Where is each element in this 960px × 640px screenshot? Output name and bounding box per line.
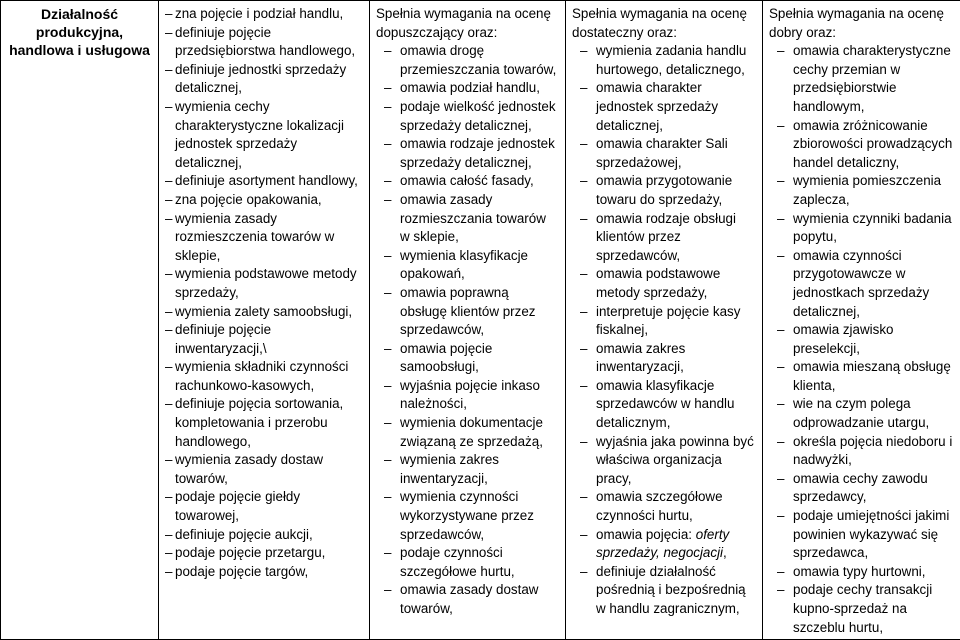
list-item: – określa pojęcia niedoboru i nadwyżki, <box>769 433 954 470</box>
list-item: – podaje cechy transakcji kupno-sprzedaż na szczeblu hurtu, <box>769 581 954 637</box>
list-item: – omawia podstawowe metody sprzedaży, <box>572 265 756 302</box>
list-item: – omawia całość fasady, <box>376 172 559 191</box>
list-item: – wymienia składniki czynności rachunkowo-kasowych, <box>165 358 363 395</box>
list-item: – definiuje pojęcia sortowania, kompletowania i przerobu handlowego, <box>165 395 363 451</box>
list-item: – podaje pojęcie targów, <box>165 563 363 582</box>
category-label: Działalność produkcyjna, handlowa i usługowa <box>9 6 150 58</box>
list-item: – podaje umiejętności jakimi powinien wykazywać się sprzedawca, <box>769 507 954 563</box>
requirements-list <box>376 42 559 618</box>
list-item: – wymienia zadania handlu hurtowego, detalicznego, <box>572 42 756 79</box>
italic-terms: oferty sprzedaży, negocjacji <box>596 527 729 561</box>
list-item: – omawia szczegółowe czynności hurtu, <box>572 488 756 525</box>
column-heading: Spełnia wymagania na ocenę dopuszczający oraz: <box>376 5 559 42</box>
list-item: – definiuje asortyment handlowy, <box>165 172 363 191</box>
list-item: – definiuje pojęcie inwentaryzacji,\ <box>165 321 363 358</box>
col-satisfactory-requirements <box>566 1 763 640</box>
list-item: – omawia zasady dostaw towarów, <box>376 581 559 618</box>
list-item: – omawia rodzaje obsługi klientów przez sprzedawców, <box>572 210 756 266</box>
list-item: – wymienia cechy charakterystyczne lokalizacji jednostek sprzedaży detalicznej, <box>165 98 363 172</box>
requirements-list <box>165 5 363 581</box>
list-item: – definiuje pojęcie aukcji, <box>165 526 363 545</box>
list-item: – omawia zakres inwentaryzacji, <box>572 340 756 377</box>
list-item: – omawia pojęcia: oferty sprzedaży, negocjacji, <box>572 526 756 563</box>
category-cell <box>1 1 159 640</box>
list-item: – wyjaśnia jaka powinna być właściwa organizacja pracy, <box>572 433 756 489</box>
column-heading: Spełnia wymagania na ocenę dostateczny oraz: <box>572 5 756 42</box>
col-basic-requirements <box>159 1 370 640</box>
column-heading: Spełnia wymagania na ocenę dobry oraz: <box>769 5 954 42</box>
list-item: – podaje pojęcie giełdy towarowej, <box>165 488 363 525</box>
list-item: – zna pojęcie i podział handlu, <box>165 5 363 24</box>
list-item: – omawia czynności przygotowawcze w jednostkach sprzedaży detalicznej, <box>769 247 954 321</box>
list-item: – wymienia zasady rozmieszczenia towarów w sklepie, <box>165 210 363 266</box>
list-item: – omawia zróżnicowanie zbiorowości prowadzących handel detaliczny, <box>769 117 954 173</box>
requirements-list <box>572 42 756 618</box>
list-item: – omawia przygotowanie towaru do sprzedaży, <box>572 172 756 209</box>
list-item: – omawia poprawną obsługę klientów przez sprzedawców, <box>376 284 559 340</box>
table-row <box>1 1 960 640</box>
list-item: – wymienia pomieszczenia zaplecza, <box>769 172 954 209</box>
list-item: – omawia rodzaje jednostek sprzedaży detalicznej, <box>376 135 559 172</box>
list-item: – definiuje działalność pośrednią i bezpośrednią w handlu zagranicznym, <box>572 563 756 619</box>
list-item: – omawia cechy zawodu sprzedawcy, <box>769 470 954 507</box>
list-item: – zna pojęcie opakowania, <box>165 191 363 210</box>
list-item: – wymienia zasady dostaw towarów, <box>165 451 363 488</box>
list-item: – wymienia podstawowe metody sprzedaży, <box>165 265 363 302</box>
list-item: – omawia zjawisko preselekcji, <box>769 321 954 358</box>
list-item: – podaje pojęcie przetargu, <box>165 544 363 563</box>
list-item: – wyjaśnia pojęcie inkaso należności, <box>376 377 559 414</box>
list-item: – omawia charakterystyczne cechy przemian w przedsiębiorstwie handlowym, <box>769 42 954 116</box>
list-item: – interpretuje pojęcie kasy fiskalnej, <box>572 303 756 340</box>
list-item: – wymienia zakres inwentaryzacji, <box>376 451 559 488</box>
col-sufficient-requirements <box>370 1 566 640</box>
list-item: – wymienia czynniki badania popytu, <box>769 210 954 247</box>
list-item: – wymienia zalety samoobsługi, <box>165 303 363 322</box>
list-item: – wie na czym polega odprowadzanie utargu, <box>769 395 954 432</box>
col-good-requirements <box>763 1 960 640</box>
list-item: – definiuje jednostki sprzedaży detalicznej, <box>165 61 363 98</box>
list-item: – podaje wielkość jednostek sprzedaży detalicznej, <box>376 98 559 135</box>
list-item: – omawia zasady rozmieszczania towarów w sklepie, <box>376 191 559 247</box>
list-item: – omawia typy hurtowni, <box>769 563 954 582</box>
list-item: – wymienia czynności wykorzystywane przez sprzedawców, <box>376 488 559 544</box>
list-item: – definiuje pojęcie przedsiębiorstwa handlowego, <box>165 24 363 61</box>
list-item: – omawia drogę przemieszczania towarów, <box>376 42 559 79</box>
list-item: – omawia pojęcie samoobsługi, <box>376 340 559 377</box>
list-item: – omawia charakter jednostek sprzedaży detalicznej, <box>572 79 756 135</box>
list-item: – omawia mieszaną obsługę klienta, <box>769 358 954 395</box>
list-item: – wymienia dokumentacje związaną ze sprzedażą, <box>376 414 559 451</box>
list-item: – wymienia klasyfikacje opakowań, <box>376 247 559 284</box>
requirements-list <box>769 42 954 637</box>
list-item: – omawia charakter Sali sprzedażowej, <box>572 135 756 172</box>
list-item: – omawia klasyfikacje sprzedawców w handlu detalicznym, <box>572 377 756 433</box>
list-item: – omawia podział handlu, <box>376 79 559 98</box>
list-item: – podaje czynności szczegółowe hurtu, <box>376 544 559 581</box>
